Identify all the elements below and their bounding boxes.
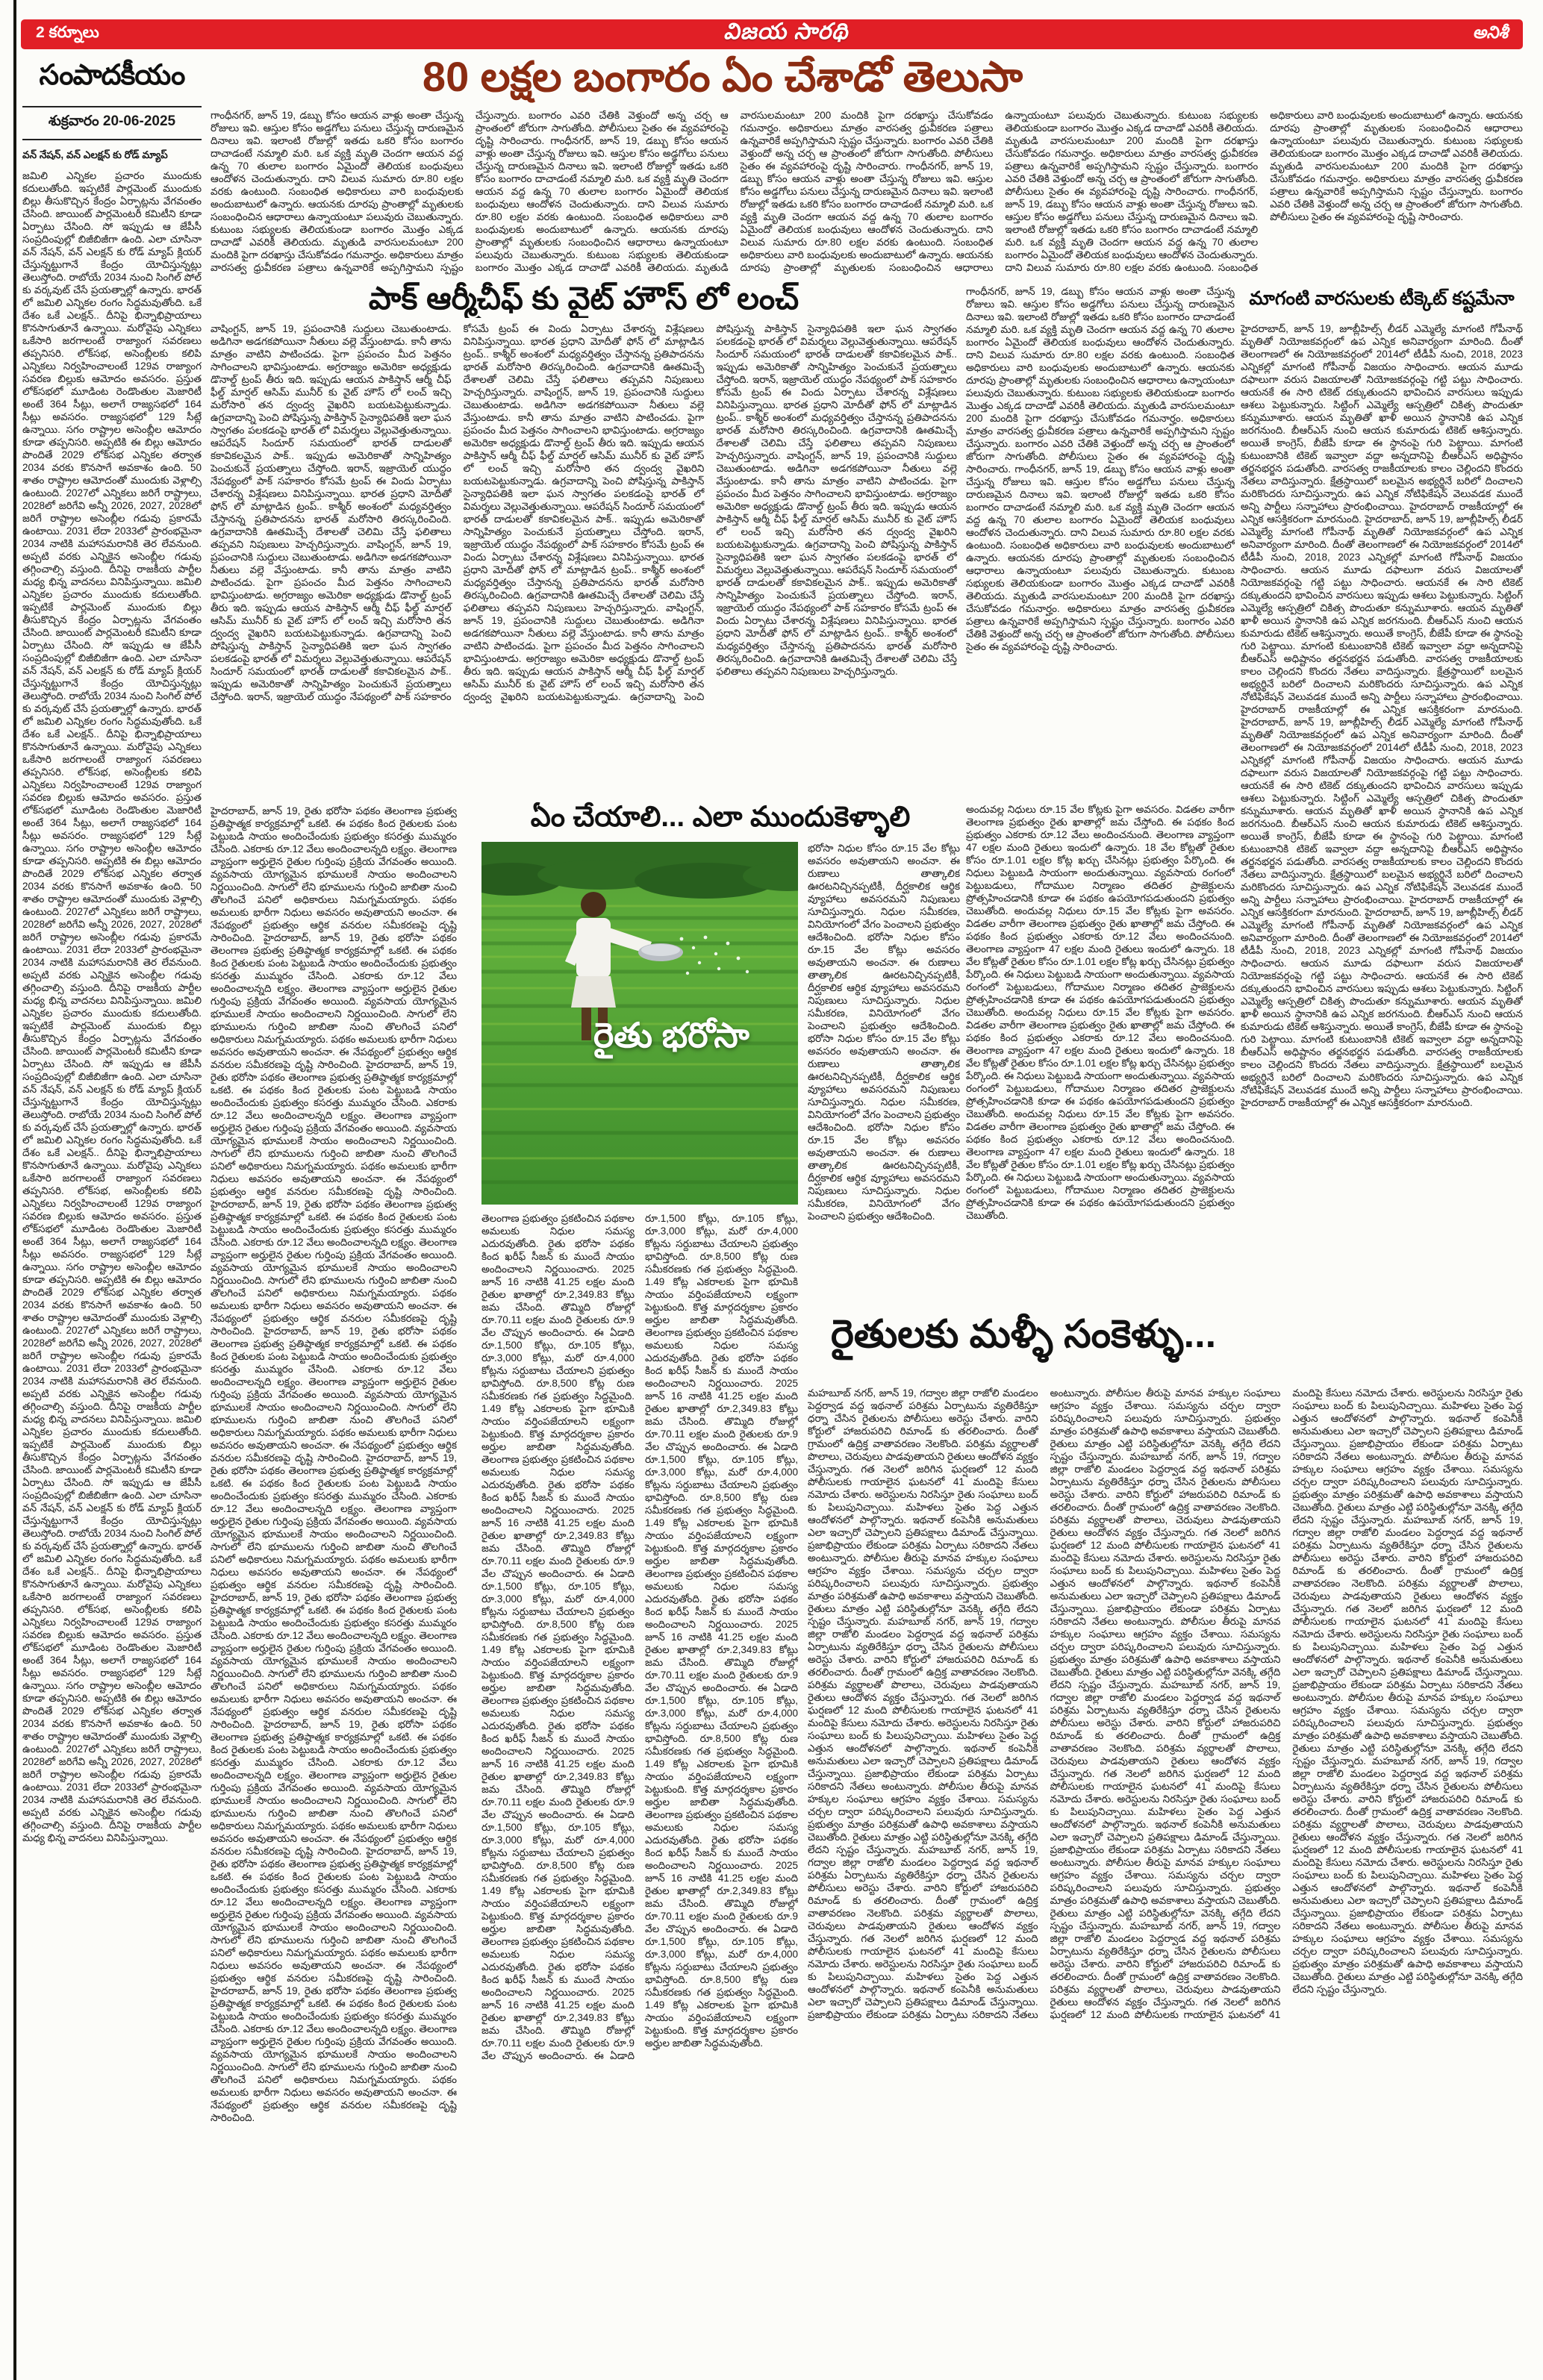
- rythu-article-body-below: తెలంగాణ ప్రభుత్వం ప్రకటించిన పథకాల అమలుకు నిధుల సమస్య ఎదురవుతోంది. రైతు భరోసా పథకం కింద ఖరీఫ్ సీజన్ కు ముందే సాయం అందించాలని నిర్ణయించారు. 2025 జూన్ 16 నాటికి 41.25 లక్షల మంది రైతుల ఖాతాల్లో రూ.2,349.83 కోట్లు జమ చేసింది. తొమ్మిది రోజుల్లో రూ.70.11 లక్షల మంది రైతులకు రూ.9 వేల చొప్పున అందించారు. ఈ ఏడాది రూ.1,500 కోట్లు, రూ.105 కోట్లు, రూ.3,000 కోట్లు, మరో రూ.4,000 కోట్లను సర్దుబాటు చేయాలని ప్రభుత్వం భావిస్తోంది. రూ.8,500 కోట్ల రుణ సమీకరణకు గత ప్రభుత్వం సిద్ధమైంది. 1.49 కోట్ల ఎకరాలకు పైగా భూమికి సాయం వర్తింపజేయాలని లక్ష్యంగా పెట్టుకుంది. కొత్త మార్గదర్శకాల ప్రకారం అర్హుల జాబితా సిద్ధమవుతోంది. తెలంగాణ ప్రభుత్వం ప్రకటించిన పథకాల అమలుకు నిధుల సమస్య ఎదురవుతోంది. రైతు భరోసా పథకం కింద ఖరీఫ్ సీజన్ కు ముందే సాయం అందించాలని నిర్ణయించారు. 2025 జూన్ 16 నాటికి 41.25 లక్షల మంది రైతుల ఖాతాల్లో రూ.2,349.83 కోట్లు జమ చేసింది. తొమ్మిది రోజుల్లో రూ.70.11 లక్షల మంది రైతులకు రూ.9 వేల చొప్పున అందించారు. ఈ ఏడాది రూ.1,500 కోట్లు, రూ.105 కోట్లు, రూ.3,000 కోట్లు, మరో రూ.4,000 కోట్లను సర్దుబాటు చేయాలని ప్రభుత్వం భావిస్తోంది. రూ.8,500 కోట్ల రుణ సమీకరణకు గత ప్రభుత్వం సిద్ధమైంది. 1.49 కోట్ల ఎకరాలకు పైగా భూమికి సాయం వర్తింపజేయాలని లక్ష్యంగా పెట్టుకుంది. కొత్త మార్గదర్శకాల ప్రకారం అర్హుల జాబితా సిద్ధమవుతోంది. తెలంగాణ ప్రభుత్వం ప్రకటించిన పథకాల అమలుకు నిధుల సమస్య ఎదురవుతోంది. రైతు భరోసా పథకం కింద ఖరీఫ్ సీజన్ కు ముందే సాయం అందించాలని నిర్ణయించారు. 2025 జూన్ 16 నాటికి 41.25 లక్షల మంది రైతుల ఖాతాల్లో రూ.2,349.83 కోట్లు జమ చేసింది. తొమ్మిది రోజుల్లో రూ.70.11 లక్షల మంది రైతులకు రూ.9 వేల చొప్పున అందించారు. ఈ ఏడాది రూ.1,500 కోట్లు, రూ.105 కోట్లు, రూ.3,000 కోట్లు, మరో రూ.4,000 కోట్లను సర్దుబాటు చేయాలని ప్రభుత్వం భావిస్తోంది. రూ.8,500 కోట్ల రుణ సమీకరణకు గత ప్రభుత్వం సిద్ధమైంది. 1.49 కోట్ల ఎకరాలకు పైగా భూమికి సాయం వర్తింపజేయాలని లక్ష్యంగా పెట్టుకుంది. కొత్త మార్గదర్శకాల ప్రకారం అర్హుల జాబితా సిద్ధమవుతోంది. తెలంగాణ ప్రభుత్వం ప్రకటించిన పథకాల అమలుకు నిధుల సమస్య ఎదురవుతోంది. రైతు భరోసా పథకం కింద ఖరీఫ్ సీజన్ కు ముందే సాయం అందించాలని నిర్ణయించారు. 2025 జూన్ 16 నాటికి 41.25 లక్షల మంది రైతుల ఖాతాల్లో రూ.2,349.83 కోట్లు జమ చేసింది. తొమ్మిది రోజుల్లో రూ.70.11 లక్షల మంది రైతులకు రూ.9 వేల చొప్పున అందించారు. ఈ ఏడాది రూ.1,500 కోట్లు, రూ.105 కోట్లు, రూ.3,000 కోట్లు, మరో రూ.4,000 కోట్లను సర్దుబాటు చేయాలని ప్రభుత్వం భావిస్తోంది. రూ.8,500 కోట్ల రుణ సమీకరణకు గత ప్రభుత్వం సిద్ధమైంది. 1.49 కోట్ల ఎకరాలకు పైగా భూమికి సాయం వర్తింపజేయాలని లక్ష్యంగా పెట్టుకుంది. కొత్త మార్గదర్శకాల ప్రకారం అర్హుల జాబితా సిద్ధమవుతోంది. తెలంగాణ ప్రభుత్వం ప్రకటించిన పథకాల అమలుకు నిధుల సమస్య ఎదురవుతోంది. రైతు భరోసా పథకం కింద ఖరీఫ్ సీజన్ కు ముందే సాయం అందించాలని నిర్ణయించారు. 2025 జూన్ 16 నాటికి 41.25 లక్షల మంది రైతుల ఖాతాల్లో రూ.2,349.83 కోట్లు జమ చేసింది. తొమ్మిది రోజుల్లో రూ.70.11 లక్షల మంది రైతులకు రూ.9 వేల చొప్పున అందించారు. ఈ ఏడాది రూ.1,500 కోట్లు, రూ.105 కోట్లు, రూ.3,000 కోట్లు, మరో రూ.4,000 కోట్లను సర్దుబాటు చేయాలని ప్రభుత్వం భావిస్తోంది. రూ.8,500 కోట్ల రుణ సమీకరణకు గత ప్రభుత్వం సిద్ధమైంది. 1.49 కోట్ల ఎకరాలకు పైగా భూమికి సాయం వర్తింపజేయాలని లక్ష్యంగా పెట్టుకుంది. కొత్త మార్గదర్శకాల ప్రకారం అర్హుల జాబితా సిద్ధమవుతోంది. తెలంగాణ ప్రభుత్వం ప్రకటించిన పథకాల అమలుకు నిధుల సమస్య ఎదురవుతోంది. రైతు భరోసా పథకం కింద ఖరీఫ్ సీజన్ కు ముందే సాయం అందించాలని నిర్ణయించారు. 2025 జూన్ 16 నాటికి 41.25 లక్షల మంది రైతుల ఖాతాల్లో రూ.2,349.83 కోట్లు జమ చేసింది. తొమ్మిది రోజుల్లో రూ.70.11 లక్షల మంది రైతులకు రూ.9 వేల చొప్పున అందించారు. ఈ ఏడాది రూ.1,500 కోట్లు, రూ.105 కోట్లు, రూ.3,000 కోట్లు, మరో రూ.4,000 కోట్లను సర్దుబాటు చేయాలని ప్రభుత్వం భావిస్తోంది. రూ.8,500 కోట్ల రుణ సమీకరణకు గత ప్రభుత్వం సిద్ధమైంది. 1.49 కోట్ల ఎకరాలకు పైగా భూమికి సాయం వర్తింపజేయాలని లక్ష్యంగా పెట్టుకుంది. కొత్త మార్గదర్శకాల ప్రకారం అర్హుల జాబితా సిద్ధమవుతోంది. తెలంగాణ ప్రభుత్వం ప్రకటించిన పథకాల అమలుకు నిధుల సమస్య ఎదురవుతోంది. రైతు భరోసా పథకం కింద ఖరీఫ్ సీజన్ కు ముందే సాయం అందించాలని నిర్ణయించారు. 2025 జూన్ 16 నాటికి 41.25 లక్షల మంది రైతుల ఖాతాల్లో రూ.2,349.83 కోట్లు జమ చేసింది. తొమ్మిది రోజుల్లో రూ.70.11 లక్షల మంది రైతులకు రూ.9 వేల చొప్పున అందించారు. ఈ ఏడాది రూ.1,500 కోట్లు, రూ.105 కోట్లు, రూ.3,000 కోట్లు, మరో రూ.4,000 కోట్లను సర్దుబాటు చేయాలని ప్రభుత్వం భావిస్తోంది. రూ.8,500 కోట్ల రుణ సమీకరణకు గత ప్రభుత్వం సిద్ధమైంది. 1.49 కోట్ల ఎకరాలకు పైగా భూమికి సాయం వర్తింపజేయాలని లక్ష్యంగా పెట్టుకుంది. కొత్త మార్గదర్శకాల ప్రకారం అర్హుల జాబితా సిద్ధమవుతోంది.: [481, 1213, 798, 2061]
- editorial-headline: వన్ నేషన్, వన్ ఎలక్షన్ కు రోడ్ మ్యాప్: [22, 149, 168, 160]
- page-number-label: 2 కర్నూలు: [36, 23, 99, 41]
- maganti-article-body: హైదరాబాద్, జూన్ 19, జూబ్లీహిల్స్ లీడర్ ఎమ్మెల్యే మాగంటి గోపీనాథ్ మృతితో నియోజకవర్గంలో ఉప ఎన్నిక అనివార్యంగా మారింది. దీంతో తెలంగాణలో ఈ నియోజకవర్గంలో 2014లో టీడీపీ నుంచి, 2018, 2023 ఎన్నికల్లో మాగంటి గోపీనాథ్ విజయం సాధించారు. ఆయన మూడు దఫాలుగా వరుస విజయాలతో నియోజకవర్గంపై గట్టి పట్టు సాధించారు. ఆయనకే ఈ సారి టికెట్ దక్కుతుందని భావించిన వారసులు ఇప్పుడు ఆశలు పెట్టుకున్నారు. సిట్టింగ్ ఎమ్మెల్యే ఆస్పత్రిలో చికిత్స పొందుతూ కన్నుమూశారు. ఆయన మృతితో ఖాళీ అయిన స్థానానికి ఉప ఎన్నిక జరగనుంది. బీఆర్ఎస్ నుంచి ఆయన కుమారుడు టికెట్ ఆశిస్తున్నారు. అయితే కాంగ్రెస్, బీజేపీ కూడా ఈ స్థానంపై గురి పెట్టాయి. మాగంటి కుటుంబానికి టికెట్ ఇవ్వాలా వద్దా అన్నదానిపై బీఆర్ఎస్ అధిష్టానం తర్జనభర్జన పడుతోంది. వారసత్వ రాజకీయాలకు కాలం చెల్లిందని కొందరు నేతలు వాదిస్తున్నారు. క్షేత్రస్థాయిలో బలమైన అభ్యర్థినే బరిలో దించాలని మరికొందరు సూచిస్తున్నారు. ఉప ఎన్నిక నోటిఫికేషన్ వెలువడక ముందే అన్ని పార్టీలు సన్నాహాలు ప్రారంభించాయి. హైదరాబాద్ రాజకీయాల్లో ఈ ఎన్నిక ఆసక్తికరంగా మారనుంది. హైదరాబాద్, జూన్ 19, జూబ్లీహిల్స్ లీడర్ ఎమ్మెల్యే మాగంటి గోపీనాథ్ మృతితో నియోజకవర్గంలో ఉప ఎన్నిక అనివార్యంగా మారింది. దీంతో తెలంగాణలో ఈ నియోజకవర్గంలో 2014లో టీడీపీ నుంచి, 2018, 2023 ఎన్నికల్లో మాగంటి గోపీనాథ్ విజయం సాధించారు. ఆయన మూడు దఫాలుగా వరుస విజయాలతో నియోజకవర్గంపై గట్టి పట్టు సాధించారు. ఆయనకే ఈ సారి టికెట్ దక్కుతుందని భావించిన వారసులు ఇప్పుడు ఆశలు పెట్టుకున్నారు. సిట్టింగ్ ఎమ్మెల్యే ఆస్పత్రిలో చికిత్స పొందుతూ కన్నుమూశారు. ఆయన మృతితో ఖాళీ అయిన స్థానానికి ఉప ఎన్నిక జరగనుంది. బీఆర్ఎస్ నుంచి ఆయన కుమారుడు టికెట్ ఆశిస్తున్నారు. అయితే కాంగ్రెస్, బీజేపీ కూడా ఈ స్థానంపై గురి పెట్టాయి. మాగంటి కుటుంబానికి టికెట్ ఇవ్వాలా వద్దా అన్నదానిపై బీఆర్ఎస్ అధిష్టానం తర్జనభర్జన పడుతోంది. వారసత్వ రాజకీయాలకు కాలం చెల్లిందని కొందరు నేతలు వాదిస్తున్నారు. క్షేత్రస్థాయిలో బలమైన అభ్యర్థినే బరిలో దించాలని మరికొందరు సూచిస్తున్నారు. ఉప ఎన్నిక నోటిఫికేషన్ వెలువడక ముందే అన్ని పార్టీలు సన్నాహాలు ప్రారంభించాయి. హైదరాబాద్ రాజకీయాల్లో ఈ ఎన్నిక ఆసక్తికరంగా మారనుంది. హైదరాబాద్, జూన్ 19, జూబ్లీహిల్స్ లీడర్ ఎమ్మెల్యే మాగంటి గోపీనాథ్ మృతితో నియోజకవర్గంలో ఉప ఎన్నిక అనివార్యంగా మారింది. దీంతో తెలంగాణలో ఈ నియోజకవర్గంలో 2014లో టీడీపీ నుంచి, 2018, 2023 ఎన్నికల్లో మాగంటి గోపీనాథ్ విజయం సాధించారు. ఆయన మూడు దఫాలుగా వరుస విజయాలతో నియోజకవర్గంపై గట్టి పట్టు సాధించారు. ఆయనకే ఈ సారి టికెట్ దక్కుతుందని భావించిన వారసులు ఇప్పుడు ఆశలు పెట్టుకున్నారు. సిట్టింగ్ ఎమ్మెల్యే ఆస్పత్రిలో చికిత్స పొందుతూ కన్నుమూశారు. ఆయన మృతితో ఖాళీ అయిన స్థానానికి ఉప ఎన్నిక జరగనుంది. బీఆర్ఎస్ నుంచి ఆయన కుమారుడు టికెట్ ఆశిస్తున్నారు. అయితే కాంగ్రెస్, బీజేపీ కూడా ఈ స్థానంపై గురి పెట్టాయి. మాగంటి కుటుంబానికి టికెట్ ఇవ్వాలా వద్దా అన్నదానిపై బీఆర్ఎస్ అధిష్టానం తర్జనభర్జన పడుతోంది. వారసత్వ రాజకీయాలకు కాలం చెల్లిందని కొందరు నేతలు వాదిస్తున్నారు. క్షేత్రస్థాయిలో బలమైన అభ్యర్థినే బరిలో దించాలని మరికొందరు సూచిస్తున్నారు. ఉప ఎన్నిక నోటిఫికేషన్ వెలువడక ముందే అన్ని పార్టీలు సన్నాహాలు ప్రారంభించాయి. హైదరాబాద్ రాజకీయాల్లో ఈ ఎన్నిక ఆసక్తికరంగా మారనుంది. హైదరాబాద్, జూన్ 19, జూబ్లీహిల్స్ లీడర్ ఎమ్మెల్యే మాగంటి గోపీనాథ్ మృతితో నియోజకవర్గంలో ఉప ఎన్నిక అనివార్యంగా మారింది. దీంతో తెలంగాణలో ఈ నియోజకవర్గంలో 2014లో టీడీపీ నుంచి, 2018, 2023 ఎన్నికల్లో మాగంటి గోపీనాథ్ విజయం సాధించారు. ఆయన మూడు దఫాలుగా వరుస విజయాలతో నియోజకవర్గంపై గట్టి పట్టు సాధించారు. ఆయనకే ఈ సారి టికెట్ దక్కుతుందని భావించిన వారసులు ఇప్పుడు ఆశలు పెట్టుకున్నారు. సిట్టింగ్ ఎమ్మెల్యే ఆస్పత్రిలో చికిత్స పొందుతూ కన్నుమూశారు. ఆయన మృతితో ఖాళీ అయిన స్థానానికి ఉప ఎన్నిక జరగనుంది. బీఆర్ఎస్ నుంచి ఆయన కుమారుడు టికెట్ ఆశిస్తున్నారు. అయితే కాంగ్రెస్, బీజేపీ కూడా ఈ స్థానంపై గురి పెట్టాయి. మాగంటి కుటుంబానికి టికెట్ ఇవ్వాలా వద్దా అన్నదానిపై బీఆర్ఎస్ అధిష్టానం తర్జనభర్జన పడుతోంది. వారసత్వ రాజకీయాలకు కాలం చెల్లిందని కొందరు నేతలు వాదిస్తున్నారు. క్షేత్రస్థాయిలో బలమైన అభ్యర్థినే బరిలో దించాలని మరికొందరు సూచిస్తున్నారు. ఉప ఎన్నిక నోటిఫికేషన్ వెలువడక ముందే అన్ని పార్టీలు సన్నాహాలు ప్రారంభించాయి. హైదరాబాద్ రాజకీయాల్లో ఈ ఎన్నిక ఆసక్తికరంగా మారనుంది.: [1241, 323, 1523, 1108]
- pak-article-body: వాషింగ్టన్, జూన్ 19, ప్రపంచానికి సుద్దులు చెబుతుంటాడు. అడిగినా అడగకపోయినా నీతులు వల్లె వేస్తుంటాడు. కానీ తాను మాత్రం వాటిని పాటించడు. పైగా ప్రపంచం మీద పెత్తనం సాగించాలని భావిస్తుంటాడు. అగ్రరాజ్యం అమెరికా అధ్యక్షుడు డొనాల్డ్ ట్రంప్ తీరు ఇది. ఇప్పుడు ఆయన పాకిస్తాన్ ఆర్మీ చీఫ్ ఫీల్డ్ మార్షల్ ఆసిమ్ మునీర్ కు వైట్ హౌస్ లో లంచ్ ఇచ్చి మరోసారి తన ద్వంద్వ వైఖరిని బయటపెట్టుకున్నాడు. ఉగ్రవాదాన్ని పెంచి పోషిస్తున్న పాకిస్తాన్ సైన్యాధిపతికి ఇలా ఘన స్వాగతం పలకడంపై భారత్ లో విమర్శలు వెల్లువెత్తుతున్నాయి. ఆపరేషన్ సిందూర్ సమయంలో భారత్ దాడులతో కకావికలమైన పాక్.. ఇప్పుడు అమెరికాతో సాన్నిహిత్యం పెంచుకునే ప్రయత్నాలు చేస్తోంది. ఇరాన్, ఇజ్రాయెల్ యుద్ధం నేపథ్యంలో పాక్ సహకారం కోసమే ట్రంప్ ఈ విందు ఏర్పాటు చేశారన్న విశ్లేషణలు వినిపిస్తున్నాయి. భారత ప్రధాని మోదీతో ఫోన్ లో మాట్లాడిన ట్రంప్.. కాశ్మీర్ అంశంలో మధ్యవర్తిత్వం చేస్తానన్న ప్రతిపాదనను భారత్ మరోసారి తిరస్కరించింది. ఉగ్రవాదానికి ఊతమిచ్చే దేశాలతో చెలిమి చేస్తే ఫలితాలు తప్పవని నిపుణులు హెచ్చరిస్తున్నారు. వాషింగ్టన్, జూన్ 19, ప్రపంచానికి సుద్దులు చెబుతుంటాడు. అడిగినా అడగకపోయినా నీతులు వల్లె వేస్తుంటాడు. కానీ తాను మాత్రం వాటిని పాటించడు. పైగా ప్రపంచం మీద పెత్తనం సాగించాలని భావిస్తుంటాడు. అగ్రరాజ్యం అమెరికా అధ్యక్షుడు డొనాల్డ్ ట్రంప్ తీరు ఇది. ఇప్పుడు ఆయన పాకిస్తాన్ ఆర్మీ చీఫ్ ఫీల్డ్ మార్షల్ ఆసిమ్ మునీర్ కు వైట్ హౌస్ లో లంచ్ ఇచ్చి మరోసారి తన ద్వంద్వ వైఖరిని బయటపెట్టుకున్నాడు. ఉగ్రవాదాన్ని పెంచి పోషిస్తున్న పాకిస్తాన్ సైన్యాధిపతికి ఇలా ఘన స్వాగతం పలకడంపై భారత్ లో విమర్శలు వెల్లువెత్తుతున్నాయి. ఆపరేషన్ సిందూర్ సమయంలో భారత్ దాడులతో కకావికలమైన పాక్.. ఇప్పుడు అమెరికాతో సాన్నిహిత్యం పెంచుకునే ప్రయత్నాలు చేస్తోంది. ఇరాన్, ఇజ్రాయెల్ యుద్ధం నేపథ్యంలో పాక్ సహకారం కోసమే ట్రంప్ ఈ విందు ఏర్పాటు చేశారన్న విశ్లేషణలు వినిపిస్తున్నాయి. భారత ప్రధాని మోదీతో ఫోన్ లో మాట్లాడిన ట్రంప్.. కాశ్మీర్ అంశంలో మధ్యవర్తిత్వం చేస్తానన్న ప్రతిపాదనను భారత్ మరోసారి తిరస్కరించింది. ఉగ్రవాదానికి ఊతమిచ్చే దేశాలతో చెలిమి చేస్తే ఫలితాలు తప్పవని నిపుణులు హెచ్చరిస్తున్నారు. వాషింగ్టన్, జూన్ 19, ప్రపంచానికి సుద్దులు చెబుతుంటాడు. అడిగినా అడగకపోయినా నీతులు వల్లె వేస్తుంటాడు. కానీ తాను మాత్రం వాటిని పాటించడు. పైగా ప్రపంచం మీద పెత్తనం సాగించాలని భావిస్తుంటాడు. అగ్రరాజ్యం అమెరికా అధ్యక్షుడు డొనాల్డ్ ట్రంప్ తీరు ఇది. ఇప్పుడు ఆయన పాకిస్తాన్ ఆర్మీ చీఫ్ ఫీల్డ్ మార్షల్ ఆసిమ్ మునీర్ కు వైట్ హౌస్ లో లంచ్ ఇచ్చి మరోసారి తన ద్వంద్వ వైఖరిని బయటపెట్టుకున్నాడు. ఉగ్రవాదాన్ని పెంచి పోషిస్తున్న పాకిస్తాన్ సైన్యాధిపతికి ఇలా ఘన స్వాగతం పలకడంపై భారత్ లో విమర్శలు వెల్లువెత్తుతున్నాయి. ఆపరేషన్ సిందూర్ సమయంలో భారత్ దాడులతో కకావికలమైన పాక్.. ఇప్పుడు అమెరికాతో సాన్నిహిత్యం పెంచుకునే ప్రయత్నాలు చేస్తోంది. ఇరాన్, ఇజ్రాయెల్ యుద్ధం నేపథ్యంలో పాక్ సహకారం కోసమే ట్రంప్ ఈ విందు ఏర్పాటు చేశారన్న విశ్లేషణలు వినిపిస్తున్నాయి. భారత ప్రధాని మోదీతో ఫోన్ లో మాట్లాడిన ట్రంప్.. కాశ్మీర్ అంశంలో మధ్యవర్తిత్వం చేస్తానన్న ప్రతిపాదనను భారత్ మరోసారి తిరస్కరించింది. ఉగ్రవాదానికి ఊతమిచ్చే దేశాలతో చెలిమి చేస్తే ఫలితాలు తప్పవని నిపుణులు హెచ్చరిస్తున్నారు. వాషింగ్టన్, జూన్ 19, ప్రపంచానికి సుద్దులు చెబుతుంటాడు. అడిగినా అడగకపోయినా నీతులు వల్లె వేస్తుంటాడు. కానీ తాను మాత్రం వాటిని పాటించడు. పైగా ప్రపంచం మీద పెత్తనం సాగించాలని భావిస్తుంటాడు. అగ్రరాజ్యం అమెరికా అధ్యక్షుడు డొనాల్డ్ ట్రంప్ తీరు ఇది. ఇప్పుడు ఆయన పాకిస్తాన్ ఆర్మీ చీఫ్ ఫీల్డ్ మార్షల్ ఆసిమ్ మునీర్ కు వైట్ హౌస్ లో లంచ్ ఇచ్చి మరోసారి తన ద్వంద్వ వైఖరిని బయటపెట్టుకున్నాడు. ఉగ్రవాదాన్ని పెంచి పోషిస్తున్న పాకిస్తాన్ సైన్యాధిపతికి ఇలా ఘన స్వాగతం పలకడంపై భారత్ లో విమర్శలు వెల్లువెత్తుతున్నాయి. ఆపరేషన్ సిందూర్ సమయంలో భారత్ దాడులతో కకావికలమైన పాక్.. ఇప్పుడు అమెరికాతో సాన్నిహిత్యం పెంచుకునే ప్రయత్నాలు చేస్తోంది. ఇరాన్, ఇజ్రాయెల్ యుద్ధం నేపథ్యంలో పాక్ సహకారం కోసమే ట్రంప్ ఈ విందు ఏర్పాటు చేశారన్న విశ్లేషణలు వినిపిస్తున్నాయి. భారత ప్రధాని మోదీతో ఫోన్ లో మాట్లాడిన ట్రంప్.. కాశ్మీర్ అంశంలో మధ్యవర్తిత్వం చేస్తానన్న ప్రతిపాదనను భారత్ మరోసారి తిరస్కరించింది. ఉగ్రవాదానికి ఊతమిచ్చే దేశాలతో చెలిమి చేస్తే ఫలితాలు తప్పవని నిపుణులు హెచ్చరిస్తున్నారు. వాషింగ్టన్, జూన్ 19, ప్రపంచానికి సుద్దులు చెబుతుంటాడు. అడిగినా అడగకపోయినా నీతులు వల్లె వేస్తుంటాడు. కానీ తాను మాత్రం వాటిని పాటించడు. పైగా ప్రపంచం మీద పెత్తనం సాగించాలని భావిస్తుంటాడు. అగ్రరాజ్యం అమెరికా అధ్యక్షుడు డొనాల్డ్ ట్రంప్ తీరు ఇది. ఇప్పుడు ఆయన పాకిస్తాన్ ఆర్మీ చీఫ్ ఫీల్డ్ మార్షల్ ఆసిమ్ మునీర్ కు వైట్ హౌస్ లో లంచ్ ఇచ్చి మరోసారి తన ద్వంద్వ వైఖరిని బయటపెట్టుకున్నాడు. ఉగ్రవాదాన్ని పెంచి పోషిస్తున్న పాకిస్తాన్ సైన్యాధిపతికి ఇలా ఘన స్వాగతం పలకడంపై భారత్ లో విమర్శలు వెల్లువెత్తుతున్నాయి. ఆపరేషన్ సిందూర్ సమయంలో భారత్ దాడులతో కకావికలమైన పాక్.. ఇప్పుడు అమెరికాతో సాన్నిహిత్యం పెంచుకునే ప్రయత్నాలు చేస్తోంది. ఇరాన్, ఇజ్రాయెల్ యుద్ధం నేపథ్యంలో పాక్ సహకారం కోసమే ట్రంప్ ఈ విందు ఏర్పాటు చేశారన్న విశ్లేషణలు వినిపిస్తున్నాయి. భారత ప్రధాని మోదీతో ఫోన్ లో మాట్లాడిన ట్రంప్.. కాశ్మీర్ అంశంలో మధ్యవర్తిత్వం చేస్తానన్న ప్రతిపాదనను భారత్ మరోసారి తిరస్కరించింది. ఉగ్రవాదానికి ఊతమిచ్చే దేశాలతో చెలిమి చేస్తే ఫలితాలు తప్పవని నిపుణులు హెచ్చరిస్తున్నారు.: [211, 323, 957, 702]
- rythu-article-body-side: భరోసా నిధుల కోసం రూ.15 వేల కోట్లు అవసరం అవుతాయని అంచనా. ఈ రుణాలు తాత్కాలిక ఊరటనిచ్చినప్పటికీ, దీర్ఘకాలిక ఆర్థిక వ్యూహాలు అవసరమని నిపుణులు సూచిస్తున్నారు. నిధుల సమీకరణ, వినియోగంలో వేగం పెంచాలని ప్రభుత్వం ఆదేశించింది. భరోసా నిధుల కోసం రూ.15 వేల కోట్లు అవసరం అవుతాయని అంచనా. ఈ రుణాలు తాత్కాలిక ఊరటనిచ్చినప్పటికీ, దీర్ఘకాలిక ఆర్థిక వ్యూహాలు అవసరమని నిపుణులు సూచిస్తున్నారు. నిధుల సమీకరణ, వినియోగంలో వేగం పెంచాలని ప్రభుత్వం ఆదేశించింది. భరోసా నిధుల కోసం రూ.15 వేల కోట్లు అవసరం అవుతాయని అంచనా. ఈ రుణాలు తాత్కాలిక ఊరటనిచ్చినప్పటికీ, దీర్ఘకాలిక ఆర్థిక వ్యూహాలు అవసరమని నిపుణులు సూచిస్తున్నారు. నిధుల సమీకరణ, వినియోగంలో వేగం పెంచాలని ప్రభుత్వం ఆదేశించింది. భరోసా నిధుల కోసం రూ.15 వేల కోట్లు అవసరం అవుతాయని అంచనా. ఈ రుణాలు తాత్కాలిక ఊరటనిచ్చినప్పటికీ, దీర్ఘకాలిక ఆర్థిక వ్యూహాలు అవసరమని నిపుణులు సూచిస్తున్నారు. నిధుల సమీకరణ, వినియోగంలో వేగం పెంచాలని ప్రభుత్వం ఆదేశించింది.: [808, 843, 960, 1222]
- gold-article-body-continued: గాంధీనగర్, జూన్ 19, డబ్బు కోసం ఆయన వాళ్లు అంతా చేస్తున్న రోజులు ఇవి. ఆస్తుల కోసం అడ్డగోలు పనులు చేస్తున్న దారుణమైన దినాలు ఇవి. ఇలాంటి రోజుల్లో ఇతడు ఒకరి కోసం బంగారం దాచాడంటే నమ్మాలి మరి. ఒక వ్యక్తి మృతి చెందగా ఆయన వద్ద ఉన్న 70 తులాల బంగారం ఏమైందో తెలియక బంధువులు ఆందోళన చెందుతున్నారు. దాని విలువ సుమారు రూ.80 లక్షల వరకు ఉంటుంది. సంబంధిత అధికారులు వారి బంధువులకు అందుబాటులో ఉన్నారు. ఆయనకు దూరపు ప్రాంతాల్లో మృతులకు సంబంధించిన ఆధారాలు ఉన్నాయంటూ పలువురు చెబుతున్నారు. కుటుంబ సభ్యులకు తెలియకుండా బంగారం మొత్తం ఎక్కడ దాచాడో ఎవరికీ తెలియదు. మృతుడి వారసులమంటూ 200 మందికి పైగా దరఖాస్తు చేసుకోవడం గమనార్హం. అధికారులు మాత్రం వారసత్వ ధ్రువీకరణ పత్రాలు ఉన్నవారికే అప్పగిస్తామని స్పష్టం చేస్తున్నారు. బంగారం ఎవరి చేతికి వెళ్తుందో అన్న చర్చ ఆ ప్రాంతంలో జోరుగా సాగుతోంది. పోలీసులు సైతం ఈ వ్యవహారంపై దృష్టి సారించారు. గాంధీనగర్, జూన్ 19, డబ్బు కోసం ఆయన వాళ్లు అంతా చేస్తున్న రోజులు ఇవి. ఆస్తుల కోసం అడ్డగోలు పనులు చేస్తున్న దారుణమైన దినాలు ఇవి. ఇలాంటి రోజుల్లో ఇతడు ఒకరి కోసం బంగారం దాచాడంటే నమ్మాలి మరి. ఒక వ్యక్తి మృతి చెందగా ఆయన వద్ద ఉన్న 70 తులాల బంగారం ఏమైందో తెలియక బంధువులు ఆందోళన చెందుతున్నారు. దాని విలువ సుమారు రూ.80 లక్షల వరకు ఉంటుంది. సంబంధిత అధికారులు వారి బంధువులకు అందుబాటులో ఉన్నారు. ఆయనకు దూరపు ప్రాంతాల్లో మృతులకు సంబంధించిన ఆధారాలు ఉన్నాయంటూ పలువురు చెబుతున్నారు. కుటుంబ సభ్యులకు తెలియకుండా బంగారం మొత్తం ఎక్కడ దాచాడో ఎవరికీ తెలియదు. మృతుడి వారసులమంటూ 200 మందికి పైగా దరఖాస్తు చేసుకోవడం గమనార్హం. అధికారులు మాత్రం వారసత్వ ధ్రువీకరణ పత్రాలు ఉన్నవారికే అప్పగిస్తామని స్పష్టం చేస్తున్నారు. బంగారం ఎవరి చేతికి వెళ్తుందో అన్న చర్చ ఆ ప్రాంతంలో జోరుగా సాగుతోంది. పోలీసులు సైతం ఈ వ్యవహారంపై దృష్టి సారించారు.: [966, 286, 1235, 652]
- maganti-article-headline: మాగంటి వారసులకు టీక్కెట్ కష్టమేనా: [1249, 288, 1515, 309]
- photo-caption: రైతు భరోసా: [593, 1016, 749, 1055]
- gold-article-headline: 80 లక్షల బంగారం ఏం చేశాడో తెలుసా: [422, 53, 1023, 100]
- page-edge-rule: [13, 0, 16, 2380]
- paper-title: విజయ సారథి: [723, 19, 849, 44]
- masthead-bar: [21, 19, 1523, 49]
- pak-article-headline: పాక్ ఆర్మీచీఫ్ కు వైట్ హౌస్ లో లంచ్: [368, 281, 799, 316]
- editorial-title: సంపాదకీయం: [39, 60, 185, 91]
- rythu-article-body-col4: అందువల్ల నిధులు రూ.15 వేల కోట్లకు పైగా అవసరం. విడతల వారీగా తెలంగాణ ప్రభుత్వం రైతు ఖాతాల్లో జమ చేస్తోంది. ఈ పథకం కింద ప్రభుత్వం ఎకరాకు రూ.12 వేలు అందించనుంది. తెలంగాణ వ్యాప్తంగా 47 లక్షల మంది రైతులు ఇందులో ఉన్నారు. 18 వేల కోట్లతో రైతుల కోసం రూ.1.01 లక్షల కోట్ల ఖర్చు చేసినట్లు ప్రభుత్వం పేర్కొంది. ఈ నిధులు పెట్టుబడి సాయంగా అందుతున్నాయి. వ్యవసాయ రంగంలో పెట్టుబడులు, గోదాముల నిర్మాణం తదితర ప్రాజెక్టులను ప్రోత్సహించడానికి కూడా ఈ పథకం ఉపయోగపడుతుందని ప్రభుత్వం చెబుతోంది. అందువల్ల నిధులు రూ.15 వేల కోట్లకు పైగా అవసరం. విడతల వారీగా తెలంగాణ ప్రభుత్వం రైతు ఖాతాల్లో జమ చేస్తోంది. ఈ పథకం కింద ప్రభుత్వం ఎకరాకు రూ.12 వేలు అందించనుంది. తెలంగాణ వ్యాప్తంగా 47 లక్షల మంది రైతులు ఇందులో ఉన్నారు. 18 వేల కోట్లతో రైతుల కోసం రూ.1.01 లక్షల కోట్ల ఖర్చు చేసినట్లు ప్రభుత్వం పేర్కొంది. ఈ నిధులు పెట్టుబడి సాయంగా అందుతున్నాయి. వ్యవసాయ రంగంలో పెట్టుబడులు, గోదాముల నిర్మాణం తదితర ప్రాజెక్టులను ప్రోత్సహించడానికి కూడా ఈ పథకం ఉపయోగపడుతుందని ప్రభుత్వం చెబుతోంది. అందువల్ల నిధులు రూ.15 వేల కోట్లకు పైగా అవసరం. విడతల వారీగా తెలంగాణ ప్రభుత్వం రైతు ఖాతాల్లో జమ చేస్తోంది. ఈ పథకం కింద ప్రభుత్వం ఎకరాకు రూ.12 వేలు అందించనుంది. తెలంగాణ వ్యాప్తంగా 47 లక్షల మంది రైతులు ఇందులో ఉన్నారు. 18 వేల కోట్లతో రైతుల కోసం రూ.1.01 లక్షల కోట్ల ఖర్చు చేసినట్లు ప్రభుత్వం పేర్కొంది. ఈ నిధులు పెట్టుబడి సాయంగా అందుతున్నాయి. వ్యవసాయ రంగంలో పెట్టుబడులు, గోదాముల నిర్మాణం తదితర ప్రాజెక్టులను ప్రోత్సహించడానికి కూడా ఈ పథకం ఉపయోగపడుతుందని ప్రభుత్వం చెబుతోంది. అందువల్ల నిధులు రూ.15 వేల కోట్లకు పైగా అవసరం. విడతల వారీగా తెలంగాణ ప్రభుత్వం రైతు ఖాతాల్లో జమ చేస్తోంది. ఈ పథకం కింద ప్రభుత్వం ఎకరాకు రూ.12 వేలు అందించనుంది. తెలంగాణ వ్యాప్తంగా 47 లక్షల మంది రైతులు ఇందులో ఉన్నారు. 18 వేల కోట్లతో రైతుల కోసం రూ.1.01 లక్షల కోట్ల ఖర్చు చేసినట్లు ప్రభుత్వం పేర్కొంది. ఈ నిధులు పెట్టుబడి సాయంగా అందుతున్నాయి. వ్యవసాయ రంగంలో పెట్టుబడులు, గోదాముల నిర్మాణం తదితర ప్రాజెక్టులను ప్రోత్సహించడానికి కూడా ఈ పథకం ఉపయోగపడుతుందని ప్రభుత్వం చెబుతోంది.: [966, 804, 1235, 1221]
- rythu-article-headline: ఏం చేయాలి... ఎలా ముందుకెళ్ళాలి: [530, 802, 911, 833]
- edition-label: అనిశీ: [1472, 22, 1508, 42]
- farmers-article-headline: రైతులకు మళ్ళీ సంకెళ్ళు...: [830, 1313, 1217, 1356]
- rythu-article-body-left: హైదరాబాద్, జూన్ 19, రైతు భరోసా పథకం తెలంగాణ ప్రభుత్వ ప్రతిష్ఠాత్మక కార్యక్రమాల్లో ఒకటి. ఈ పథకం కింద రైతులకు పంట పెట్టుబడి సాయం అందించేందుకు ప్రభుత్వం కసరత్తు ముమ్మరం చేసింది. ఎకరాకు రూ.12 వేలు అందించాలన్నది లక్ష్యం. తెలంగాణ వ్యాప్తంగా అర్హులైన రైతుల గుర్తింపు ప్రక్రియ వేగవంతం అయింది. వ్యవసాయ యోగ్యమైన భూములకే సాయం అందించాలని నిర్ణయించింది. సాగులో లేని భూములను గుర్తించి జాబితా నుంచి తొలగించే పనిలో అధికారులు నిమగ్నమయ్యారు. పథకం అమలుకు భారీగా నిధులు అవసరం అవుతాయని అంచనా. ఈ నేపథ్యంలో ప్రభుత్వం ఆర్థిక వనరుల సమీకరణపై దృష్టి సారించింది. హైదరాబాద్, జూన్ 19, రైతు భరోసా పథకం తెలంగాణ ప్రభుత్వ ప్రతిష్ఠాత్మక కార్యక్రమాల్లో ఒకటి. ఈ పథకం కింద రైతులకు పంట పెట్టుబడి సాయం అందించేందుకు ప్రభుత్వం కసరత్తు ముమ్మరం చేసింది. ఎకరాకు రూ.12 వేలు అందించాలన్నది లక్ష్యం. తెలంగాణ వ్యాప్తంగా అర్హులైన రైతుల గుర్తింపు ప్రక్రియ వేగవంతం అయింది. వ్యవసాయ యోగ్యమైన భూములకే సాయం అందించాలని నిర్ణయించింది. సాగులో లేని భూములను గుర్తించి జాబితా నుంచి తొలగించే పనిలో అధికారులు నిమగ్నమయ్యారు. పథకం అమలుకు భారీగా నిధులు అవసరం అవుతాయని అంచనా. ఈ నేపథ్యంలో ప్రభుత్వం ఆర్థిక వనరుల సమీకరణపై దృష్టి సారించింది. హైదరాబాద్, జూన్ 19, రైతు భరోసా పథకం తెలంగాణ ప్రభుత్వ ప్రతిష్ఠాత్మక కార్యక్రమాల్లో ఒకటి. ఈ పథకం కింద రైతులకు పంట పెట్టుబడి సాయం అందించేందుకు ప్రభుత్వం కసరత్తు ముమ్మరం చేసింది. ఎకరాకు రూ.12 వేలు అందించాలన్నది లక్ష్యం. తెలంగాణ వ్యాప్తంగా అర్హులైన రైతుల గుర్తింపు ప్రక్రియ వేగవంతం అయింది. వ్యవసాయ యోగ్యమైన భూములకే సాయం అందించాలని నిర్ణయించింది. సాగులో లేని భూములను గుర్తించి జాబితా నుంచి తొలగించే పనిలో అధికారులు నిమగ్నమయ్యారు. పథకం అమలుకు భారీగా నిధులు అవసరం అవుతాయని అంచనా. ఈ నేపథ్యంలో ప్రభుత్వం ఆర్థిక వనరుల సమీకరణపై దృష్టి సారించింది. హైదరాబాద్, జూన్ 19, రైతు భరోసా పథకం తెలంగాణ ప్రభుత్వ ప్రతిష్ఠాత్మక కార్యక్రమాల్లో ఒకటి. ఈ పథకం కింద రైతులకు పంట పెట్టుబడి సాయం అందించేందుకు ప్రభుత్వం కసరత్తు ముమ్మరం చేసింది. ఎకరాకు రూ.12 వేలు అందించాలన్నది లక్ష్యం. తెలంగాణ వ్యాప్తంగా అర్హులైన రైతుల గుర్తింపు ప్రక్రియ వేగవంతం అయింది. వ్యవసాయ యోగ్యమైన భూములకే సాయం అందించాలని నిర్ణయించింది. సాగులో లేని భూములను గుర్తించి జాబితా నుంచి తొలగించే పనిలో అధికారులు నిమగ్నమయ్యారు. పథకం అమలుకు భారీగా నిధులు అవసరం అవుతాయని అంచనా. ఈ నేపథ్యంలో ప్రభుత్వం ఆర్థిక వనరుల సమీకరణపై దృష్టి సారించింది. హైదరాబాద్, జూన్ 19, రైతు భరోసా పథకం తెలంగాణ ప్రభుత్వ ప్రతిష్ఠాత్మక కార్యక్రమాల్లో ఒకటి. ఈ పథకం కింద రైతులకు పంట పెట్టుబడి సాయం అందించేందుకు ప్రభుత్వం కసరత్తు ముమ్మరం చేసింది. ఎకరాకు రూ.12 వేలు అందించాలన్నది లక్ష్యం. తెలంగాణ వ్యాప్తంగా అర్హులైన రైతుల గుర్తింపు ప్రక్రియ వేగవంతం అయింది. వ్యవసాయ యోగ్యమైన భూములకే సాయం అందించాలని నిర్ణయించింది. సాగులో లేని భూములను గుర్తించి జాబితా నుంచి తొలగించే పనిలో అధికారులు నిమగ్నమయ్యారు. పథకం అమలుకు భారీగా నిధులు అవసరం అవుతాయని అంచనా. ఈ నేపథ్యంలో ప్రభుత్వం ఆర్థిక వనరుల సమీకరణపై దృష్టి సారించింది. హైదరాబాద్, జూన్ 19, రైతు భరోసా పథకం తెలంగాణ ప్రభుత్వ ప్రతిష్ఠాత్మక కార్యక్రమాల్లో ఒకటి. ఈ పథకం కింద రైతులకు పంట పెట్టుబడి సాయం అందించేందుకు ప్రభుత్వం కసరత్తు ముమ్మరం చేసింది. ఎకరాకు రూ.12 వేలు అందించాలన్నది లక్ష్యం. తెలంగాణ వ్యాప్తంగా అర్హులైన రైతుల గుర్తింపు ప్రక్రియ వేగవంతం అయింది. వ్యవసాయ యోగ్యమైన భూములకే సాయం అందించాలని నిర్ణయించింది. సాగులో లేని భూములను గుర్తించి జాబితా నుంచి తొలగించే పనిలో అధికారులు నిమగ్నమయ్యారు. పథకం అమలుకు భారీగా నిధులు అవసరం అవుతాయని అంచనా. ఈ నేపథ్యంలో ప్రభుత్వం ఆర్థిక వనరుల సమీకరణపై దృష్టి సారించింది. హైదరాబాద్, జూన్ 19, రైతు భరోసా పథకం తెలంగాణ ప్రభుత్వ ప్రతిష్ఠాత్మక కార్యక్రమాల్లో ఒకటి. ఈ పథకం కింద రైతులకు పంట పెట్టుబడి సాయం అందించేందుకు ప్రభుత్వం కసరత్తు ముమ్మరం చేసింది. ఎకరాకు రూ.12 వేలు అందించాలన్నది లక్ష్యం. తెలంగాణ వ్యాప్తంగా అర్హులైన రైతుల గుర్తింపు ప్రక్రియ వేగవంతం అయింది. వ్యవసాయ యోగ్యమైన భూములకే సాయం అందించాలని నిర్ణయించింది. సాగులో లేని భూములను గుర్తించి జాబితా నుంచి తొలగించే పనిలో అధికారులు నిమగ్నమయ్యారు. పథకం అమలుకు భారీగా నిధులు అవసరం అవుతాయని అంచనా. ఈ నేపథ్యంలో ప్రభుత్వం ఆర్థిక వనరుల సమీకరణపై దృష్టి సారించింది. హైదరాబాద్, జూన్ 19, రైతు భరోసా పథకం తెలంగాణ ప్రభుత్వ ప్రతిష్ఠాత్మక కార్యక్రమాల్లో ఒకటి. ఈ పథకం కింద రైతులకు పంట పెట్టుబడి సాయం అందించేందుకు ప్రభుత్వం కసరత్తు ముమ్మరం చేసింది. ఎకరాకు రూ.12 వేలు అందించాలన్నది లక్ష్యం. తెలంగాణ వ్యాప్తంగా అర్హులైన రైతుల గుర్తింపు ప్రక్రియ వేగవంతం అయింది. వ్యవసాయ యోగ్యమైన భూములకే సాయం అందించాలని నిర్ణయించింది. సాగులో లేని భూములను గుర్తించి జాబితా నుంచి తొలగించే పనిలో అధికారులు నిమగ్నమయ్యారు. పథకం అమలుకు భారీగా నిధులు అవసరం అవుతాయని అంచనా. ఈ నేపథ్యంలో ప్రభుత్వం ఆర్థిక వనరుల సమీకరణపై దృష్టి సారించింది. హైదరాబాద్, జూన్ 19, రైతు భరోసా పథకం తెలంగాణ ప్రభుత్వ ప్రతిష్ఠాత్మక కార్యక్రమాల్లో ఒకటి. ఈ పథకం కింద రైతులకు పంట పెట్టుబడి సాయం అందించేందుకు ప్రభుత్వం కసరత్తు ముమ్మరం చేసింది. ఎకరాకు రూ.12 వేలు అందించాలన్నది లక్ష్యం. తెలంగాణ వ్యాప్తంగా అర్హులైన రైతుల గుర్తింపు ప్రక్రియ వేగవంతం అయింది. వ్యవసాయ యోగ్యమైన భూములకే సాయం అందించాలని నిర్ణయించింది. సాగులో లేని భూములను గుర్తించి జాబితా నుంచి తొలగించే పనిలో అధికారులు నిమగ్నమయ్యారు. పథకం అమలుకు భారీగా నిధులు అవసరం అవుతాయని అంచనా. ఈ నేపథ్యంలో ప్రభుత్వం ఆర్థిక వనరుల సమీకరణపై దృష్టి సారించింది. హైదరాబాద్, జూన్ 19, రైతు భరోసా పథకం తెలంగాణ ప్రభుత్వ ప్రతిష్ఠాత్మక కార్యక్రమాల్లో ఒకటి. ఈ పథకం కింద రైతులకు పంట పెట్టుబడి సాయం అందించేందుకు ప్రభుత్వం కసరత్తు ముమ్మరం చేసింది. ఎకరాకు రూ.12 వేలు అందించాలన్నది లక్ష్యం. తెలంగాణ వ్యాప్తంగా అర్హులైన రైతుల గుర్తింపు ప్రక్రియ వేగవంతం అయింది. వ్యవసాయ యోగ్యమైన భూములకే సాయం అందించాలని నిర్ణయించింది. సాగులో లేని భూములను గుర్తించి జాబితా నుంచి తొలగించే పనిలో అధికారులు నిమగ్నమయ్యారు. పథకం అమలుకు భారీగా నిధులు అవసరం అవుతాయని అంచనా. ఈ నేపథ్యంలో ప్రభుత్వం ఆర్థిక వనరుల సమీకరణపై దృష్టి సారించింది.: [211, 805, 457, 2123]
- farmer-field-photo: [481, 842, 798, 1205]
- editorial-date: శుక్రవారం 20-06-2025: [22, 106, 202, 140]
- editorial-body: జమిలి ఎన్నికల ప్రచారం ముందుకు కదులుతోంది. ఇప్పటికే పార్లమెంట్ ముందుకు బిల్లు తీసుకొచ్చిన కేంద్రం ఏర్పాట్లను వేగవంతం చేసింది. జాయింట్ పార్లమెంటరీ కమిటీని కూడా ఏర్పాటు చేసింది. సో ఇప్పుడు ఆ జేపీసీ సంప్రదింపుల్లో బిజీబిజీగా ఉంది. ఎలా చూసినా వన్ నేషన్, వన్ ఎలక్షన్ కు రోడ్ మ్యాప్ క్లియర్ చేస్తున్నట్టుగానే కేంద్రం యోచిస్తున్నట్లు తెలుస్తోంది. రాబోయే 2034 నుంచి సింగిల్ పోల్ కు వర్కవుట్ చేసే ప్రయత్నాల్లో ఉన్నారు. భారత్ లో జమిలి ఎన్నికల రంగం సిద్ధమవుతోంది. ఒకే దేశం ఒకే ఎలక్షన్.. దీనిపై భిన్నాభిప్రాయాలు కొనసాగుతూనే ఉన్నాయి. మరోవైపు ఎన్నికలు ఒకేసారి జరగాలంటే రాజ్యాంగ సవరణలు తప్పనిసరి. లోక్‌సభ, అసెంబ్లీలకు కలిపి ఎన్నికలు నిర్వహించాలంటే 129వ రాజ్యాంగ సవరణ బిల్లుకు ఆమోదం అవసరం. ప్రస్తుత లోక్‌సభలో మూడింట రెండొంతుల మెజారిటీ అంటే 364 సీట్లు, అలాగే రాజ్యసభలో 164 సీట్లు అవసరం. రాజ్యసభలో 129 సీట్లే ఉన్నాయి. సగం రాష్ట్రాల అసెంబ్లీల ఆమోదం కూడా తప్పనిసరి. అప్పటికి ఈ బిల్లు ఆమోదం పొందితే 2029 లోక్‌సభ ఎన్నికల తర్వాత 2034 వరకు కొనసాగే అవకాశం ఉంది. 50 శాతం రాష్ట్రాల ఆమోదంతో ముందుకు వెళ్లాల్సి ఉంటుంది. 2027లో ఎన్నికలు జరిగే రాష్ట్రాలు, 2028లో జరిగేవి అన్నీ 2026, 2027, 2028లో జరిగే రాష్ట్రాల అసెంబ్లీల గడువు ప్రకారమే ఉంటాయి. 2031 లేదా 2033లో ప్రారంభమైనా 2034 నాటికి మహాసమరానికి తెర లేవనుంది. అప్పటి వరకు ఎన్నికైన అసెంబ్లీల గడువు తగ్గించాల్సి వస్తుంది. దీనిపై రాజకీయ పార్టీల మధ్య భిన్న వాదనలు వినిపిస్తున్నాయి. జమిలి ఎన్నికల ప్రచారం ముందుకు కదులుతోంది. ఇప్పటికే పార్లమెంట్ ముందుకు బిల్లు తీసుకొచ్చిన కేంద్రం ఏర్పాట్లను వేగవంతం చేసింది. జాయింట్ పార్లమెంటరీ కమిటీని కూడా ఏర్పాటు చేసింది. సో ఇప్పుడు ఆ జేపీసీ సంప్రదింపుల్లో బిజీబిజీగా ఉంది. ఎలా చూసినా వన్ నేషన్, వన్ ఎలక్షన్ కు రోడ్ మ్యాప్ క్లియర్ చేస్తున్నట్టుగానే కేంద్రం యోచిస్తున్నట్లు తెలుస్తోంది. రాబోయే 2034 నుంచి సింగిల్ పోల్ కు వర్కవుట్ చేసే ప్రయత్నాల్లో ఉన్నారు. భారత్ లో జమిలి ఎన్నికల రంగం సిద్ధమవుతోంది. ఒకే దేశం ఒకే ఎలక్షన్.. దీనిపై భిన్నాభిప్రాయాలు కొనసాగుతూనే ఉన్నాయి. మరోవైపు ఎన్నికలు ఒకేసారి జరగాలంటే రాజ్యాంగ సవరణలు తప్పనిసరి. లోక్‌సభ, అసెంబ్లీలకు కలిపి ఎన్నికలు నిర్వహించాలంటే 129వ రాజ్యాంగ సవరణ బిల్లుకు ఆమోదం అవసరం. ప్రస్తుత లోక్‌సభలో మూడింట రెండొంతుల మెజారిటీ అంటే 364 సీట్లు, అలాగే రాజ్యసభలో 164 సీట్లు అవసరం. రాజ్యసభలో 129 సీట్లే ఉన్నాయి. సగం రాష్ట్రాల అసెంబ్లీల ఆమోదం కూడా తప్పనిసరి. అప్పటికి ఈ బిల్లు ఆమోదం పొందితే 2029 లోక్‌సభ ఎన్నికల తర్వాత 2034 వరకు కొనసాగే అవకాశం ఉంది. 50 శాతం రాష్ట్రాల ఆమోదంతో ముందుకు వెళ్లాల్సి ఉంటుంది. 2027లో ఎన్నికలు జరిగే రాష్ట్రాలు, 2028లో జరిగేవి అన్నీ 2026, 2027, 2028లో జరిగే రాష్ట్రాల అసెంబ్లీల గడువు ప్రకారమే ఉంటాయి. 2031 లేదా 2033లో ప్రారంభమైనా 2034 నాటికి మహాసమరానికి తెర లేవనుంది. అప్పటి వరకు ఎన్నికైన అసెంబ్లీల గడువు తగ్గించాల్సి వస్తుంది. దీనిపై రాజకీయ పార్టీల మధ్య భిన్న వాదనలు వినిపిస్తున్నాయి. జమిలి ఎన్నికల ప్రచారం ముందుకు కదులుతోంది. ఇప్పటికే పార్లమెంట్ ముందుకు బిల్లు తీసుకొచ్చిన కేంద్రం ఏర్పాట్లను వేగవంతం చేసింది. జాయింట్ పార్లమెంటరీ కమిటీని కూడా ఏర్పాటు చేసింది. సో ఇప్పుడు ఆ జేపీసీ సంప్రదింపుల్లో బిజీబిజీగా ఉంది. ఎలా చూసినా వన్ నేషన్, వన్ ఎలక్షన్ కు రోడ్ మ్యాప్ క్లియర్ చేస్తున్నట్టుగానే కేంద్రం యోచిస్తున్నట్లు తెలుస్తోంది. రాబోయే 2034 నుంచి సింగిల్ పోల్ కు వర్కవుట్ చేసే ప్రయత్నాల్లో ఉన్నారు. భారత్ లో జమిలి ఎన్నికల రంగం సిద్ధమవుతోంది. ఒకే దేశం ఒకే ఎలక్షన్.. దీనిపై భిన్నాభిప్రాయాలు కొనసాగుతూనే ఉన్నాయి. మరోవైపు ఎన్నికలు ఒకేసారి జరగాలంటే రాజ్యాంగ సవరణలు తప్పనిసరి. లోక్‌సభ, అసెంబ్లీలకు కలిపి ఎన్నికలు నిర్వహించాలంటే 129వ రాజ్యాంగ సవరణ బిల్లుకు ఆమోదం అవసరం. ప్రస్తుత లోక్‌సభలో మూడింట రెండొంతుల మెజారిటీ అంటే 364 సీట్లు, అలాగే రాజ్యసభలో 164 సీట్లు అవసరం. రాజ్యసభలో 129 సీట్లే ఉన్నాయి. సగం రాష్ట్రాల అసెంబ్లీల ఆమోదం కూడా తప్పనిసరి. అప్పటికి ఈ బిల్లు ఆమోదం పొందితే 2029 లోక్‌సభ ఎన్నికల తర్వాత 2034 వరకు కొనసాగే అవకాశం ఉంది. 50 శాతం రాష్ట్రాల ఆమోదంతో ముందుకు వెళ్లాల్సి ఉంటుంది. 2027లో ఎన్నికలు జరిగే రాష్ట్రాలు, 2028లో జరిగేవి అన్నీ 2026, 2027, 2028లో జరిగే రాష్ట్రాల అసెంబ్లీల గడువు ప్రకారమే ఉంటాయి. 2031 లేదా 2033లో ప్రారంభమైనా 2034 నాటికి మహాసమరానికి తెర లేవనుంది. అప్పటి వరకు ఎన్నికైన అసెంబ్లీల గడువు తగ్గించాల్సి వస్తుంది. దీనిపై రాజకీయ పార్టీల మధ్య భిన్న వాదనలు వినిపిస్తున్నాయి. జమిలి ఎన్నికల ప్రచారం ముందుకు కదులుతోంది. ఇప్పటికే పార్లమెంట్ ముందుకు బిల్లు తీసుకొచ్చిన కేంద్రం ఏర్పాట్లను వేగవంతం చేసింది. జాయింట్ పార్లమెంటరీ కమిటీని కూడా ఏర్పాటు చేసింది. సో ఇప్పుడు ఆ జేపీసీ సంప్రదింపుల్లో బిజీబిజీగా ఉంది. ఎలా చూసినా వన్ నేషన్, వన్ ఎలక్షన్ కు రోడ్ మ్యాప్ క్లియర్ చేస్తున్నట్టుగానే కేంద్రం యోచిస్తున్నట్లు తెలుస్తోంది. రాబోయే 2034 నుంచి సింగిల్ పోల్ కు వర్కవుట్ చేసే ప్రయత్నాల్లో ఉన్నారు. భారత్ లో జమిలి ఎన్నికల రంగం సిద్ధమవుతోంది. ఒకే దేశం ఒకే ఎలక్షన్.. దీనిపై భిన్నాభిప్రాయాలు కొనసాగుతూనే ఉన్నాయి. మరోవైపు ఎన్నికలు ఒకేసారి జరగాలంటే రాజ్యాంగ సవరణలు తప్పనిసరి. లోక్‌సభ, అసెంబ్లీలకు కలిపి ఎన్నికలు నిర్వహించాలంటే 129వ రాజ్యాంగ సవరణ బిల్లుకు ఆమోదం అవసరం. ప్రస్తుత లోక్‌సభలో మూడింట రెండొంతుల మెజారిటీ అంటే 364 సీట్లు, అలాగే రాజ్యసభలో 164 సీట్లు అవసరం. రాజ్యసభలో 129 సీట్లే ఉన్నాయి. సగం రాష్ట్రాల అసెంబ్లీల ఆమోదం కూడా తప్పనిసరి. అప్పటికి ఈ బిల్లు ఆమోదం పొందితే 2029 లోక్‌సభ ఎన్నికల తర్వాత 2034 వరకు కొనసాగే అవకాశం ఉంది. 50 శాతం రాష్ట్రాల ఆమోదంతో ముందుకు వెళ్లాల్సి ఉంటుంది. 2027లో ఎన్నికలు జరిగే రాష్ట్రాలు, 2028లో జరిగేవి అన్నీ 2026, 2027, 2028లో జరిగే రాష్ట్రాల అసెంబ్లీల గడువు ప్రకారమే ఉంటాయి. 2031 లేదా 2033లో ప్రారంభమైనా 2034 నాటికి మహాసమరానికి తెర లేవనుంది. అప్పటి వరకు ఎన్నికైన అసెంబ్లీల గడువు తగ్గించాల్సి వస్తుంది. దీనిపై రాజకీయ పార్టీల మధ్య భిన్న వాదనలు వినిపిస్తున్నాయి.: [22, 170, 202, 1843]
- gold-article-body: గాంధీనగర్, జూన్ 19, డబ్బు కోసం ఆయన వాళ్లు అంతా చేస్తున్న రోజులు ఇవి. ఆస్తుల కోసం అడ్డగోలు పనులు చేస్తున్న దారుణమైన దినాలు ఇవి. ఇలాంటి రోజుల్లో ఇతడు ఒకరి కోసం బంగారం దాచాడంటే నమ్మాలి మరి. ఒక వ్యక్తి మృతి చెందగా ఆయన వద్ద ఉన్న 70 తులాల బంగారం ఏమైందో తెలియక బంధువులు ఆందోళన చెందుతున్నారు. దాని విలువ సుమారు రూ.80 లక్షల వరకు ఉంటుంది. సంబంధిత అధికారులు వారి బంధువులకు అందుబాటులో ఉన్నారు. ఆయనకు దూరపు ప్రాంతాల్లో మృతులకు సంబంధించిన ఆధారాలు ఉన్నాయంటూ పలువురు చెబుతున్నారు. కుటుంబ సభ్యులకు తెలియకుండా బంగారం మొత్తం ఎక్కడ దాచాడో ఎవరికీ తెలియదు. మృతుడి వారసులమంటూ 200 మందికి పైగా దరఖాస్తు చేసుకోవడం గమనార్హం. అధికారులు మాత్రం వారసత్వ ధ్రువీకరణ పత్రాలు ఉన్నవారికే అప్పగిస్తామని స్పష్టం చేస్తున్నారు. బంగారం ఎవరి చేతికి వెళ్తుందో అన్న చర్చ ఆ ప్రాంతంలో జోరుగా సాగుతోంది. పోలీసులు సైతం ఈ వ్యవహారంపై దృష్టి సారించారు. గాంధీనగర్, జూన్ 19, డబ్బు కోసం ఆయన వాళ్లు అంతా చేస్తున్న రోజులు ఇవి. ఆస్తుల కోసం అడ్డగోలు పనులు చేస్తున్న దారుణమైన దినాలు ఇవి. ఇలాంటి రోజుల్లో ఇతడు ఒకరి కోసం బంగారం దాచాడంటే నమ్మాలి మరి. ఒక వ్యక్తి మృతి చెందగా ఆయన వద్ద ఉన్న 70 తులాల బంగారం ఏమైందో తెలియక బంధువులు ఆందోళన చెందుతున్నారు. దాని విలువ సుమారు రూ.80 లక్షల వరకు ఉంటుంది. సంబంధిత అధికారులు వారి బంధువులకు అందుబాటులో ఉన్నారు. ఆయనకు దూరపు ప్రాంతాల్లో మృతులకు సంబంధించిన ఆధారాలు ఉన్నాయంటూ పలువురు చెబుతున్నారు. కుటుంబ సభ్యులకు తెలియకుండా బంగారం మొత్తం ఎక్కడ దాచాడో ఎవరికీ తెలియదు. మృతుడి వారసులమంటూ 200 మందికి పైగా దరఖాస్తు చేసుకోవడం గమనార్హం. అధికారులు మాత్రం వారసత్వ ధ్రువీకరణ పత్రాలు ఉన్నవారికే అప్పగిస్తామని స్పష్టం చేస్తున్నారు. బంగారం ఎవరి చేతికి వెళ్తుందో అన్న చర్చ ఆ ప్రాంతంలో జోరుగా సాగుతోంది. పోలీసులు సైతం ఈ వ్యవహారంపై దృష్టి సారించారు. గాంధీనగర్, జూన్ 19, డబ్బు కోసం ఆయన వాళ్లు అంతా చేస్తున్న రోజులు ఇవి. ఆస్తుల కోసం అడ్డగోలు పనులు చేస్తున్న దారుణమైన దినాలు ఇవి. ఇలాంటి రోజుల్లో ఇతడు ఒకరి కోసం బంగారం దాచాడంటే నమ్మాలి మరి. ఒక వ్యక్తి మృతి చెందగా ఆయన వద్ద ఉన్న 70 తులాల బంగారం ఏమైందో తెలియక బంధువులు ఆందోళన చెందుతున్నారు. దాని విలువ సుమారు రూ.80 లక్షల వరకు ఉంటుంది. సంబంధిత అధికారులు వారి బంధువులకు అందుబాటులో ఉన్నారు. ఆయనకు దూరపు ప్రాంతాల్లో మృతులకు సంబంధించిన ఆధారాలు ఉన్నాయంటూ పలువురు చెబుతున్నారు. కుటుంబ సభ్యులకు తెలియకుండా బంగారం మొత్తం ఎక్కడ దాచాడో ఎవరికీ తెలియదు. మృతుడి వారసులమంటూ 200 మందికి పైగా దరఖాస్తు చేసుకోవడం గమనార్హం. అధికారులు మాత్రం వారసత్వ ధ్రువీకరణ పత్రాలు ఉన్నవారికే అప్పగిస్తామని స్పష్టం చేస్తున్నారు. బంగారం ఎవరి చేతికి వెళ్తుందో అన్న చర్చ ఆ ప్రాంతంలో జోరుగా సాగుతోంది. పోలీసులు సైతం ఈ వ్యవహారంపై దృష్టి సారించారు. గాంధీనగర్, జూన్ 19, డబ్బు కోసం ఆయన వాళ్లు అంతా చేస్తున్న రోజులు ఇవి. ఆస్తుల కోసం అడ్డగోలు పనులు చేస్తున్న దారుణమైన దినాలు ఇవి. ఇలాంటి రోజుల్లో ఇతడు ఒకరి కోసం బంగారం దాచాడంటే నమ్మాలి మరి. ఒక వ్యక్తి మృతి చెందగా ఆయన వద్ద ఉన్న 70 తులాల బంగారం ఏమైందో తెలియక బంధువులు ఆందోళన చెందుతున్నారు. దాని విలువ సుమారు రూ.80 లక్షల వరకు ఉంటుంది. సంబంధిత అధికారులు వారి బంధువులకు అందుబాటులో ఉన్నారు. ఆయనకు దూరపు ప్రాంతాల్లో మృతులకు సంబంధించిన ఆధారాలు ఉన్నాయంటూ పలువురు చెబుతున్నారు. కుటుంబ సభ్యులకు తెలియకుండా బంగారం మొత్తం ఎక్కడ దాచాడో ఎవరికీ తెలియదు. మృతుడి వారసులమంటూ 200 మందికి పైగా దరఖాస్తు చేసుకోవడం గమనార్హం. అధికారులు మాత్రం వారసత్వ ధ్రువీకరణ పత్రాలు ఉన్నవారికే అప్పగిస్తామని స్పష్టం చేస్తున్నారు. బంగారం ఎవరి చేతికి వెళ్తుందో అన్న చర్చ ఆ ప్రాంతంలో జోరుగా సాగుతోంది. పోలీసులు సైతం ఈ వ్యవహారంపై దృష్టి సారించారు.: [211, 110, 1523, 273]
- farmers-article-body: మహబూబ్ నగర్, జూన్ 19, గద్వాల జిల్లా రాజోలి మండలం పెద్దర్వాడ వద్ద ఇథనాల్ పరిశ్రమ ఏర్పాటును వ్యతిరేకిస్తూ ధర్నా చేసిన రైతులను పోలీసులు అరెస్టు చేశారు. వారిని కోర్టులో హాజరుపరిచి రిమాండ్ కు తరలించారు. దీంతో గ్రామంలో ఉద్రిక్త వాతావరణం నెలకొంది. పరిశ్రమ వ్యర్థాలతో పొలాలు, చెరువులు పాడవుతాయని రైతులు ఆందోళన వ్యక్తం చేస్తున్నారు. గత నెలలో జరిగిన ఘర్షణలో 12 మంది పోలీసులకు గాయాలైన ఘటనలో 41 మందిపై కేసులు నమోదు చేశారు. అరెస్టులను నిరసిస్తూ రైతు సంఘాలు బంద్ కు పిలుపునిచ్చాయి. మహిళలు సైతం పెద్ద ఎత్తున ఆందోళనలో పాల్గొన్నారు. ఇథనాల్ కంపెనీకి అనుమతులు ఎలా ఇచ్చారో చెప్పాలని ప్రతిపక్షాలు డిమాండ్ చేస్తున్నాయి. ప్రజాభిప్రాయం లేకుండా పరిశ్రమ ఏర్పాటు సరికాదని నేతలు అంటున్నారు. పోలీసుల తీరుపై మానవ హక్కుల సంఘాలు ఆగ్రహం వ్యక్తం చేశాయి. సమస్యను చర్చల ద్వారా పరిష్కరించాలని పలువురు సూచిస్తున్నారు. ప్రభుత్వం మాత్రం పరిశ్రమతో ఉపాధి అవకాశాలు వస్తాయని చెబుతోంది. రైతులు మాత్రం ఎట్టి పరిస్థితుల్లోనూ వెనక్కి తగ్గేది లేదని స్పష్టం చేస్తున్నారు. మహబూబ్ నగర్, జూన్ 19, గద్వాల జిల్లా రాజోలి మండలం పెద్దర్వాడ వద్ద ఇథనాల్ పరిశ్రమ ఏర్పాటును వ్యతిరేకిస్తూ ధర్నా చేసిన రైతులను పోలీసులు అరెస్టు చేశారు. వారిని కోర్టులో హాజరుపరిచి రిమాండ్ కు తరలించారు. దీంతో గ్రామంలో ఉద్రిక్త వాతావరణం నెలకొంది. పరిశ్రమ వ్యర్థాలతో పొలాలు, చెరువులు పాడవుతాయని రైతులు ఆందోళన వ్యక్తం చేస్తున్నారు. గత నెలలో జరిగిన ఘర్షణలో 12 మంది పోలీసులకు గాయాలైన ఘటనలో 41 మందిపై కేసులు నమోదు చేశారు. అరెస్టులను నిరసిస్తూ రైతు సంఘాలు బంద్ కు పిలుపునిచ్చాయి. మహిళలు సైతం పెద్ద ఎత్తున ఆందోళనలో పాల్గొన్నారు. ఇథనాల్ కంపెనీకి అనుమతులు ఎలా ఇచ్చారో చెప్పాలని ప్రతిపక్షాలు డిమాండ్ చేస్తున్నాయి. ప్రజాభిప్రాయం లేకుండా పరిశ్రమ ఏర్పాటు సరికాదని నేతలు అంటున్నారు. పోలీసుల తీరుపై మానవ హక్కుల సంఘాలు ఆగ్రహం వ్యక్తం చేశాయి. సమస్యను చర్చల ద్వారా పరిష్కరించాలని పలువురు సూచిస్తున్నారు. ప్రభుత్వం మాత్రం పరిశ్రమతో ఉపాధి అవకాశాలు వస్తాయని చెబుతోంది. రైతులు మాత్రం ఎట్టి పరిస్థితుల్లోనూ వెనక్కి తగ్గేది లేదని స్పష్టం చేస్తున్నారు. మహబూబ్ నగర్, జూన్ 19, గద్వాల జిల్లా రాజోలి మండలం పెద్దర్వాడ వద్ద ఇథనాల్ పరిశ్రమ ఏర్పాటును వ్యతిరేకిస్తూ ధర్నా చేసిన రైతులను పోలీసులు అరెస్టు చేశారు. వారిని కోర్టులో హాజరుపరిచి రిమాండ్ కు తరలించారు. దీంతో గ్రామంలో ఉద్రిక్త వాతావరణం నెలకొంది. పరిశ్రమ వ్యర్థాలతో పొలాలు, చెరువులు పాడవుతాయని రైతులు ఆందోళన వ్యక్తం చేస్తున్నారు. గత నెలలో జరిగిన ఘర్షణలో 12 మంది పోలీసులకు గాయాలైన ఘటనలో 41 మందిపై కేసులు నమోదు చేశారు. అరెస్టులను నిరసిస్తూ రైతు సంఘాలు బంద్ కు పిలుపునిచ్చాయి. మహిళలు సైతం పెద్ద ఎత్తున ఆందోళనలో పాల్గొన్నారు. ఇథనాల్ కంపెనీకి అనుమతులు ఎలా ఇచ్చారో చెప్పాలని ప్రతిపక్షాలు డిమాండ్ చేస్తున్నాయి. ప్రజాభిప్రాయం లేకుండా పరిశ్రమ ఏర్పాటు సరికాదని నేతలు అంటున్నారు. పోలీసుల తీరుపై మానవ హక్కుల సంఘాలు ఆగ్రహం వ్యక్తం చేశాయి. సమస్యను చర్చల ద్వారా పరిష్కరించాలని పలువురు సూచిస్తున్నారు. ప్రభుత్వం మాత్రం పరిశ్రమతో ఉపాధి అవకాశాలు వస్తాయని చెబుతోంది. రైతులు మాత్రం ఎట్టి పరిస్థితుల్లోనూ వెనక్కి తగ్గేది లేదని స్పష్టం చేస్తున్నారు. మహబూబ్ నగర్, జూన్ 19, గద్వాల జిల్లా రాజోలి మండలం పెద్దర్వాడ వద్ద ఇథనాల్ పరిశ్రమ ఏర్పాటును వ్యతిరేకిస్తూ ధర్నా చేసిన రైతులను పోలీసులు అరెస్టు చేశారు. వారిని కోర్టులో హాజరుపరిచి రిమాండ్ కు తరలించారు. దీంతో గ్రామంలో ఉద్రిక్త వాతావరణం నెలకొంది. పరిశ్రమ వ్యర్థాలతో పొలాలు, చెరువులు పాడవుతాయని రైతులు ఆందోళన వ్యక్తం చేస్తున్నారు. గత నెలలో జరిగిన ఘర్షణలో 12 మంది పోలీసులకు గాయాలైన ఘటనలో 41 మందిపై కేసులు నమోదు చేశారు. అరెస్టులను నిరసిస్తూ రైతు సంఘాలు బంద్ కు పిలుపునిచ్చాయి. మహిళలు సైతం పెద్ద ఎత్తున ఆందోళనలో పాల్గొన్నారు. ఇథనాల్ కంపెనీకి అనుమతులు ఎలా ఇచ్చారో చెప్పాలని ప్రతిపక్షాలు డిమాండ్ చేస్తున్నాయి. ప్రజాభిప్రాయం లేకుండా పరిశ్రమ ఏర్పాటు సరికాదని నేతలు అంటున్నారు. పోలీసుల తీరుపై మానవ హక్కుల సంఘాలు ఆగ్రహం వ్యక్తం చేశాయి. సమస్యను చర్చల ద్వారా పరిష్కరించాలని పలువురు సూచిస్తున్నారు. ప్రభుత్వం మాత్రం పరిశ్రమతో ఉపాధి అవకాశాలు వస్తాయని చెబుతోంది. రైతులు మాత్రం ఎట్టి పరిస్థితుల్లోనూ వెనక్కి తగ్గేది లేదని స్పష్టం చేస్తున్నారు. మహబూబ్ నగర్, జూన్ 19, గద్వాల జిల్లా రాజోలి మండలం పెద్దర్వాడ వద్ద ఇథనాల్ పరిశ్రమ ఏర్పాటును వ్యతిరేకిస్తూ ధర్నా చేసిన రైతులను పోలీసులు అరెస్టు చేశారు. వారిని కోర్టులో హాజరుపరిచి రిమాండ్ కు తరలించారు. దీంతో గ్రామంలో ఉద్రిక్త వాతావరణం నెలకొంది. పరిశ్రమ వ్యర్థాలతో పొలాలు, చెరువులు పాడవుతాయని రైతులు ఆందోళన వ్యక్తం చేస్తున్నారు. గత నెలలో జరిగిన ఘర్షణలో 12 మంది పోలీసులకు గాయాలైన ఘటనలో 41 మందిపై కేసులు నమోదు చేశారు. అరెస్టులను నిరసిస్తూ రైతు సంఘాలు బంద్ కు పిలుపునిచ్చాయి. మహిళలు సైతం పెద్ద ఎత్తున ఆందోళనలో పాల్గొన్నారు. ఇథనాల్ కంపెనీకి అనుమతులు ఎలా ఇచ్చారో చెప్పాలని ప్రతిపక్షాలు డిమాండ్ చేస్తున్నాయి. ప్రజాభిప్రాయం లేకుండా పరిశ్రమ ఏర్పాటు సరికాదని నేతలు అంటున్నారు. పోలీసుల తీరుపై మానవ హక్కుల సంఘాలు ఆగ్రహం వ్యక్తం చేశాయి. సమస్యను చర్చల ద్వారా పరిష్కరించాలని పలువురు సూచిస్తున్నారు. ప్రభుత్వం మాత్రం పరిశ్రమతో ఉపాధి అవకాశాలు వస్తాయని చెబుతోంది. రైతులు మాత్రం ఎట్టి పరిస్థితుల్లోనూ వెనక్కి తగ్గేది లేదని స్పష్టం చేస్తున్నారు. మహబూబ్ నగర్, జూన్ 19, గద్వాల జిల్లా రాజోలి మండలం పెద్దర్వాడ వద్ద ఇథనాల్ పరిశ్రమ ఏర్పాటును వ్యతిరేకిస్తూ ధర్నా చేసిన రైతులను పోలీసులు అరెస్టు చేశారు. వారిని కోర్టులో హాజరుపరిచి రిమాండ్ కు తరలించారు. దీంతో గ్రామంలో ఉద్రిక్త వాతావరణం నెలకొంది. పరిశ్రమ వ్యర్థాలతో పొలాలు, చెరువులు పాడవుతాయని రైతులు ఆందోళన వ్యక్తం చేస్తున్నారు. గత నెలలో జరిగిన ఘర్షణలో 12 మంది పోలీసులకు గాయాలైన ఘటనలో 41 మందిపై కేసులు నమోదు చేశారు. అరెస్టులను నిరసిస్తూ రైతు సంఘాలు బంద్ కు పిలుపునిచ్చాయి. మహిళలు సైతం పెద్ద ఎత్తున ఆందోళనలో పాల్గొన్నారు. ఇథనాల్ కంపెనీకి అనుమతులు ఎలా ఇచ్చారో చెప్పాలని ప్రతిపక్షాలు డిమాండ్ చేస్తున్నాయి. ప్రజాభిప్రాయం లేకుండా పరిశ్రమ ఏర్పాటు సరికాదని నేతలు అంటున్నారు. పోలీసుల తీరుపై మానవ హక్కుల సంఘాలు ఆగ్రహం వ్యక్తం చేశాయి. సమస్యను చర్చల ద్వారా పరిష్కరించాలని పలువురు సూచిస్తున్నారు. ప్రభుత్వం మాత్రం పరిశ్రమతో ఉపాధి అవకాశాలు వస్తాయని చెబుతోంది. రైతులు మాత్రం ఎట్టి పరిస్థితుల్లోనూ వెనక్కి తగ్గేది లేదని స్పష్టం చేస్తున్నారు. మహబూబ్ నగర్, జూన్ 19, గద్వాల జిల్లా రాజోలి మండలం పెద్దర్వాడ వద్ద ఇథనాల్ పరిశ్రమ ఏర్పాటును వ్యతిరేకిస్తూ ధర్నా చేసిన రైతులను పోలీసులు అరెస్టు చేశారు. వారిని కోర్టులో హాజరుపరిచి రిమాండ్ కు తరలించారు. దీంతో గ్రామంలో ఉద్రిక్త వాతావరణం నెలకొంది. పరిశ్రమ వ్యర్థాలతో పొలాలు, చెరువులు పాడవుతాయని రైతులు ఆందోళన వ్యక్తం చేస్తున్నారు. గత నెలలో జరిగిన ఘర్షణలో 12 మంది పోలీసులకు గాయాలైన ఘటనలో 41 మందిపై కేసులు నమోదు చేశారు. అరెస్టులను నిరసిస్తూ రైతు సంఘాలు బంద్ కు పిలుపునిచ్చాయి. మహిళలు సైతం పెద్ద ఎత్తున ఆందోళనలో పాల్గొన్నారు. ఇథనాల్ కంపెనీకి అనుమతులు ఎలా ఇచ్చారో చెప్పాలని ప్రతిపక్షాలు డిమాండ్ చేస్తున్నాయి. ప్రజాభిప్రాయం లేకుండా పరిశ్రమ ఏర్పాటు సరికాదని నేతలు అంటున్నారు. పోలీసుల తీరుపై మానవ హక్కుల సంఘాలు ఆగ్రహం వ్యక్తం చేశాయి. సమస్యను చర్చల ద్వారా పరిష్కరించాలని పలువురు సూచిస్తున్నారు. ప్రభుత్వం మాత్రం పరిశ్రమతో ఉపాధి అవకాశాలు వస్తాయని చెబుతోంది. రైతులు మాత్రం ఎట్టి పరిస్థితుల్లోనూ వెనక్కి తగ్గేది లేదని స్పష్టం చేస్తున్నారు. మహబూబ్ నగర్, జూన్ 19, గద్వాల జిల్లా రాజోలి మండలం పెద్దర్వాడ వద్ద ఇథనాల్ పరిశ్రమ ఏర్పాటును వ్యతిరేకిస్తూ ధర్నా చేసిన రైతులను పోలీసులు అరెస్టు చేశారు. వారిని కోర్టులో హాజరుపరిచి రిమాండ్ కు తరలించారు. దీంతో గ్రామంలో ఉద్రిక్త వాతావరణం నెలకొంది. పరిశ్రమ వ్యర్థాలతో పొలాలు, చెరువులు పాడవుతాయని రైతులు ఆందోళన వ్యక్తం చేస్తున్నారు. గత నెలలో జరిగిన ఘర్షణలో 12 మంది పోలీసులకు గాయాలైన ఘటనలో 41 మందిపై కేసులు నమోదు చేశారు. అరెస్టులను నిరసిస్తూ రైతు సంఘాలు బంద్ కు పిలుపునిచ్చాయి. మహిళలు సైతం పెద్ద ఎత్తున ఆందోళనలో పాల్గొన్నారు. ఇథనాల్ కంపెనీకి అనుమతులు ఎలా ఇచ్చారో చెప్పాలని ప్రతిపక్షాలు డిమాండ్ చేస్తున్నాయి. ప్రజాభిప్రాయం లేకుండా పరిశ్రమ ఏర్పాటు సరికాదని నేతలు అంటున్నారు. పోలీసుల తీరుపై మానవ హక్కుల సంఘాలు ఆగ్రహం వ్యక్తం చేశాయి. సమస్యను చర్చల ద్వారా పరిష్కరించాలని పలువురు సూచిస్తున్నారు. ప్రభుత్వం మాత్రం పరిశ్రమతో ఉపాధి అవకాశాలు వస్తాయని చెబుతోంది. రైతులు మాత్రం ఎట్టి పరిస్థితుల్లోనూ వెనక్కి తగ్గేది లేదని స్పష్టం చేస్తున్నారు.: [808, 1387, 1523, 2020]
- editorial-section: [22, 54, 202, 2354]
